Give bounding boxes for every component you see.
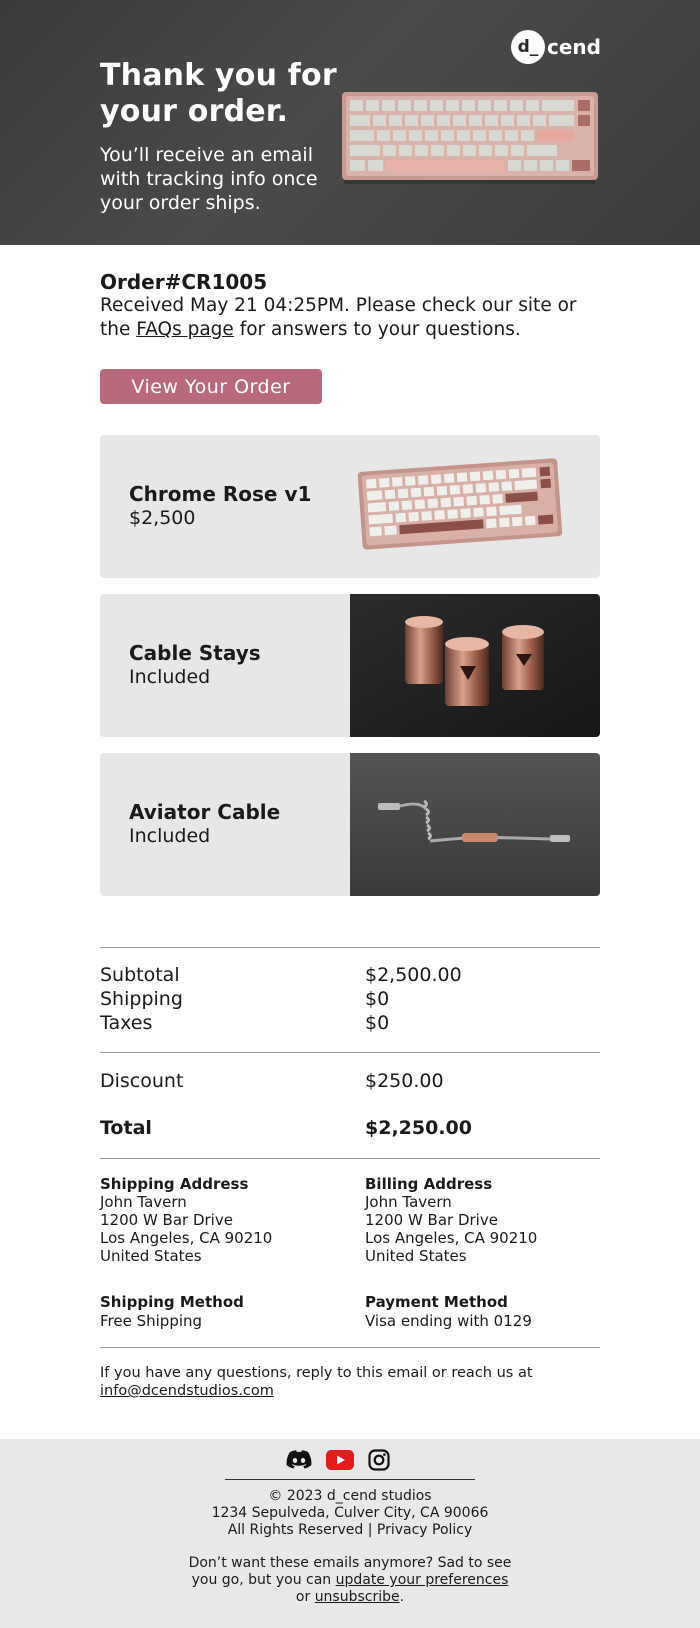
product-name: Chrome Rose v1 — [129, 482, 312, 506]
product-card — [100, 435, 600, 578]
shipping-method-heading: Shipping Method — [100, 1293, 244, 1311]
shipping-value: $0 — [365, 988, 390, 1010]
contact-email-link[interactable]: info@dcendstudios.com — [100, 1383, 274, 1399]
taxes-value: $0 — [365, 1012, 390, 1034]
order-message — [100, 294, 600, 342]
footer-unsubscribe-text-3 — [0, 1589, 700, 1606]
keyboard-image — [350, 435, 600, 578]
logo-mark: d_ — [511, 30, 545, 64]
billing-address-line: United States — [365, 1247, 467, 1265]
billing-address-heading: Billing Address — [365, 1175, 493, 1193]
footer-divider — [225, 1479, 475, 1480]
shipping-address-line: 1200 W Bar Drive — [100, 1211, 233, 1229]
shipping-address-line: United States — [100, 1247, 202, 1265]
unsubscribe-link[interactable]: unsubscribe — [314, 1589, 400, 1605]
shipping-address-line: John Tavern — [100, 1193, 187, 1211]
address-divider — [100, 1158, 600, 1159]
hero-keyboard-image — [340, 88, 602, 188]
order-message-text: Received May 21 04:25PM. Please check our site or the — [100, 295, 577, 340]
logo-text: cend — [547, 35, 601, 59]
shipping-address-heading: Shipping Address — [100, 1175, 249, 1193]
discord-icon[interactable] — [286, 1450, 312, 1470]
footer-or-text: or — [295, 1589, 315, 1605]
discount-value: $250.00 — [365, 1070, 444, 1092]
brand-logo[interactable] — [511, 30, 601, 64]
product-price: Included — [129, 666, 211, 688]
discount-divider — [100, 1052, 600, 1053]
footer-rights: All Rights Reserved | Privacy Policy — [227, 1522, 473, 1538]
footer-copyright: © 2023 d_cend studios — [268, 1488, 432, 1504]
subtotal-value: $2,500.00 — [365, 964, 462, 986]
footer-unsubscribe-text: Don’t want these emails anymore? Sad to see — [188, 1555, 512, 1571]
total-value: $2,250.00 — [365, 1117, 472, 1139]
billing-address-line: 1200 W Bar Drive — [365, 1211, 498, 1229]
contact-divider — [100, 1347, 600, 1348]
shipping-address-line: Los Angeles, CA 90210 — [100, 1229, 273, 1247]
shipping-label: Shipping — [100, 988, 183, 1010]
billing-address-line: John Tavern — [365, 1193, 452, 1211]
contact-info — [100, 1364, 600, 1400]
order-number: Order#CR1005 — [100, 270, 268, 294]
product-name: Aviator Cable — [129, 800, 281, 824]
faqs-link[interactable]: FAQs page — [136, 319, 234, 340]
taxes-label: Taxes — [100, 1012, 153, 1034]
hero-subtitle: You’ll receive an email with tracking info once your order ships. — [100, 144, 318, 214]
shipping-method-value: Free Shipping — [100, 1312, 203, 1330]
subtotal-label: Subtotal — [100, 964, 180, 986]
payment-method-value: Visa ending with 0129 — [365, 1312, 532, 1330]
contact-text: If you have any questions, reply to this email or reach us at — [100, 1365, 533, 1381]
update-preferences-link[interactable]: update your preferences — [335, 1572, 509, 1588]
hero-title: Thank you for your order. — [100, 58, 337, 129]
aviator-cable-image — [350, 753, 600, 896]
payment-method-heading: Payment Method — [365, 1293, 508, 1311]
product-card — [100, 753, 600, 896]
cable-stays-image — [350, 594, 600, 737]
discount-label: Discount — [100, 1070, 184, 1092]
footer-unsubscribe-text-2 — [0, 1572, 700, 1589]
social-links — [286, 1449, 390, 1471]
footer-period: . — [399, 1589, 405, 1605]
hero-banner — [0, 0, 700, 245]
order-message-text-end: for answers to your questions. — [233, 319, 521, 340]
product-card — [100, 594, 600, 737]
summary-divider — [100, 947, 600, 948]
product-price: Included — [129, 825, 211, 847]
product-price: $2,500 — [129, 507, 196, 529]
billing-address-line: Los Angeles, CA 90210 — [365, 1229, 538, 1247]
youtube-icon[interactable] — [326, 1450, 354, 1470]
order-info — [100, 270, 600, 342]
footer-unsub-prefix: you go, but you can — [191, 1572, 336, 1588]
total-label: Total — [100, 1117, 152, 1139]
view-order-button[interactable]: View Your Order — [100, 369, 322, 404]
instagram-icon[interactable] — [368, 1449, 390, 1471]
footer-address: 1234 Sepulveda, Culver City, CA 90066 — [211, 1505, 489, 1521]
product-name: Cable Stays — [129, 641, 261, 665]
